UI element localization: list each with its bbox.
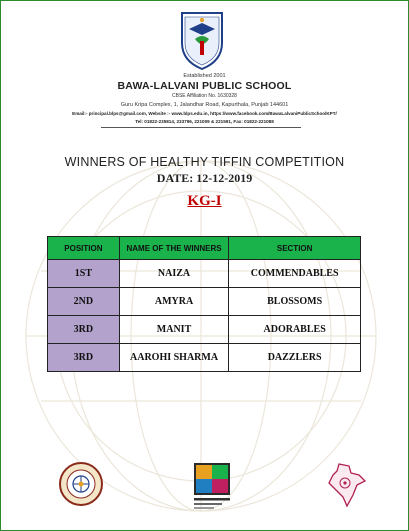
table-row (48, 260, 361, 288)
table-row (48, 344, 361, 372)
established-year: Established 2001 (183, 73, 226, 79)
winners-table (47, 236, 361, 372)
header-divider (101, 127, 301, 128)
contact-phone-fax: Tel: 01822-235814, 233796, 221009 & 221591, Fax: 01822-221088 (135, 119, 274, 124)
winner-name-cell: MANIT (119, 316, 229, 344)
competition-title: WINNERS OF HEALTHY TIFFIN COMPETITION (64, 155, 345, 169)
position-cell: 3RD (48, 316, 120, 344)
india-map-emblem-icon (321, 461, 369, 509)
column-header-name: NAME OF THE WINNERS (119, 237, 229, 260)
section-cell: BLOSSOMS (229, 288, 361, 316)
table-header-row (48, 237, 361, 260)
winner-name-cell: AAROHI SHARMA (119, 344, 229, 372)
position-cell: 2ND (48, 288, 120, 316)
position-cell: 1ST (48, 260, 120, 288)
section-cell: ADORABLES (229, 316, 361, 344)
class-name: KG-I (187, 193, 222, 209)
contact-email-website: Email:- principal.blps@gmail.com, Website :- www.blps.edu.in, https://www.facebook.com/BawaLalvaniPublicSchoolKPT/ (72, 111, 337, 116)
winner-name-cell: NAIZA (119, 260, 229, 288)
school-address: Guru Kripa Complex, 1, Jalandhar Road, Kapurthala, Punjab 144601 (120, 102, 289, 108)
section-cell: DAZZLERS (229, 344, 361, 372)
competition-date: DATE: 12-12-2019 (156, 171, 253, 185)
cbse-seal-icon (58, 461, 104, 507)
school-logo-icon (177, 9, 227, 71)
table-row (48, 288, 361, 316)
international-school-award-icon (190, 461, 234, 513)
affiliation-number: CBSE Affiliation No. 1630328 (172, 93, 237, 99)
winner-name-cell: AMYRA (119, 288, 229, 316)
position-cell: 3RD (48, 344, 120, 372)
column-header-section: SECTION (229, 237, 361, 260)
column-header-position: POSITION (48, 237, 120, 260)
school-name: BAWA-LALVANI PUBLIC SCHOOL (117, 80, 292, 92)
section-cell: COMMENDABLES (229, 260, 361, 288)
table-row (48, 316, 361, 344)
